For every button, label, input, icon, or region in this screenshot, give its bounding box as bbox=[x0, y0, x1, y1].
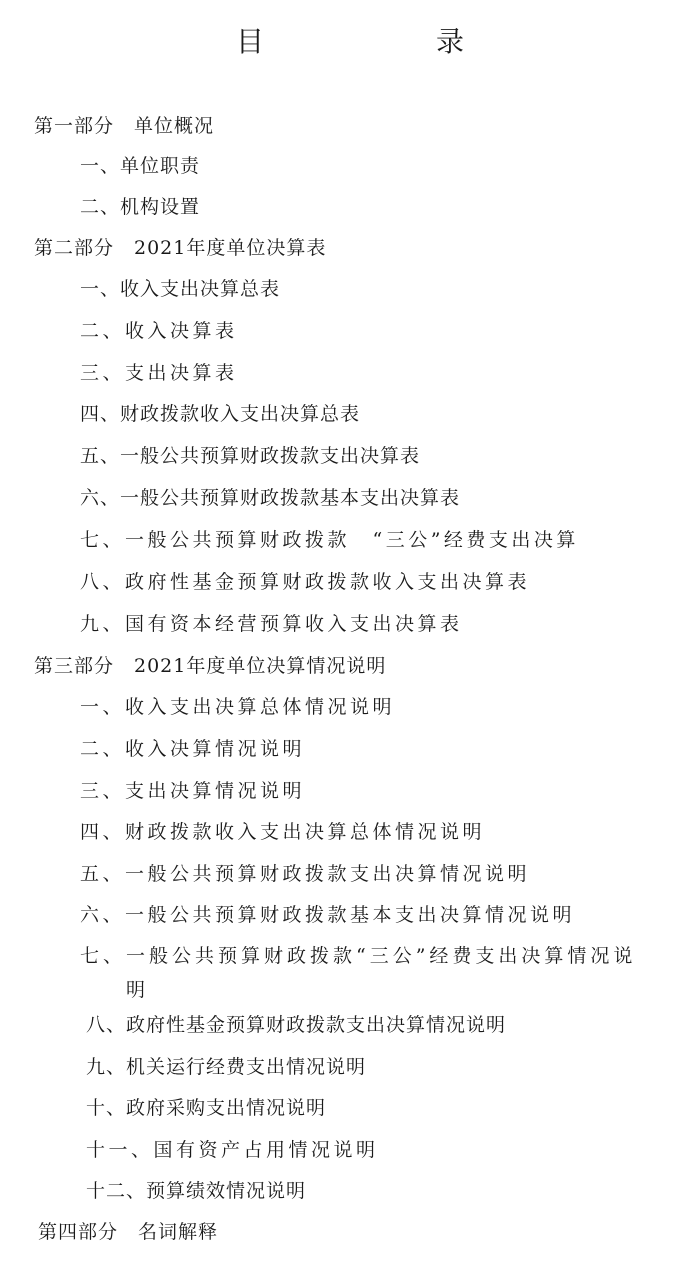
toc-item[interactable]: 七、一般公共预算财政拨款“三公”经费支出决算情况说 bbox=[80, 945, 637, 967]
toc-part-1[interactable]: 第一部分 单位概况 bbox=[34, 115, 215, 137]
toc-item[interactable]: 五、一般公共预算财政拨款支出决算表 bbox=[80, 445, 421, 467]
toc-part-2[interactable]: 第二部分 2021年度单位决算表 bbox=[34, 237, 327, 259]
toc-item[interactable]: 二、收入决算情况说明 bbox=[80, 738, 306, 760]
toc-item[interactable]: 九、机关运行经费支出情况说明 bbox=[86, 1056, 367, 1078]
toc-item[interactable]: 十二、预算绩效情况说明 bbox=[86, 1180, 307, 1202]
toc-item[interactable]: 四、财政拨款收入支出决算总体情况说明 bbox=[80, 821, 486, 843]
toc-item[interactable]: 六、一般公共预算财政拨款基本支出决算表 bbox=[80, 487, 461, 509]
toc-item[interactable]: 二、收入决算表 bbox=[80, 320, 238, 342]
toc-item[interactable]: 四、财政拨款收入支出决算总表 bbox=[80, 403, 361, 425]
toc-item[interactable]: 六、一般公共预算财政拨款基本支出决算情况说明 bbox=[80, 904, 576, 926]
toc-part-3[interactable]: 第三部分 2021年度单位决算情况说明 bbox=[34, 655, 387, 677]
toc-item[interactable]: 九、国有资本经营预算收入支出决算表 bbox=[80, 613, 463, 635]
toc-item[interactable]: 一、收入支出决算总表 bbox=[80, 278, 281, 300]
toc-item[interactable]: 三、支出决算情况说明 bbox=[80, 780, 306, 802]
toc-item[interactable]: 七、一般公共预算财政拨款 “三公”经费支出决算 bbox=[80, 529, 579, 551]
toc-part-4[interactable]: 第四部分 名词解释 bbox=[38, 1221, 219, 1243]
toc-item[interactable]: 八、政府性基金预算财政拨款收入支出决算表 bbox=[80, 571, 531, 593]
toc-item[interactable]: 三、支出决算表 bbox=[80, 362, 238, 384]
toc-item[interactable]: 十一、国有资产占用情况说明 bbox=[86, 1139, 379, 1161]
toc-item[interactable]: 十、政府采购支出情况说明 bbox=[86, 1097, 327, 1119]
toc-item[interactable]: 一、收入支出决算总体情况说明 bbox=[80, 696, 396, 718]
toc-item[interactable]: 八、政府性基金预算财政拨款支出决算情况说明 bbox=[86, 1014, 507, 1036]
toc-item[interactable]: 一、单位职责 bbox=[80, 155, 201, 177]
toc-item-continuation: 明 bbox=[126, 979, 147, 1001]
page-title: 目 录 bbox=[235, 25, 536, 58]
toc-item[interactable]: 二、机构设置 bbox=[80, 196, 201, 218]
toc-item[interactable]: 五、一般公共预算财政拨款支出决算情况说明 bbox=[80, 863, 531, 885]
